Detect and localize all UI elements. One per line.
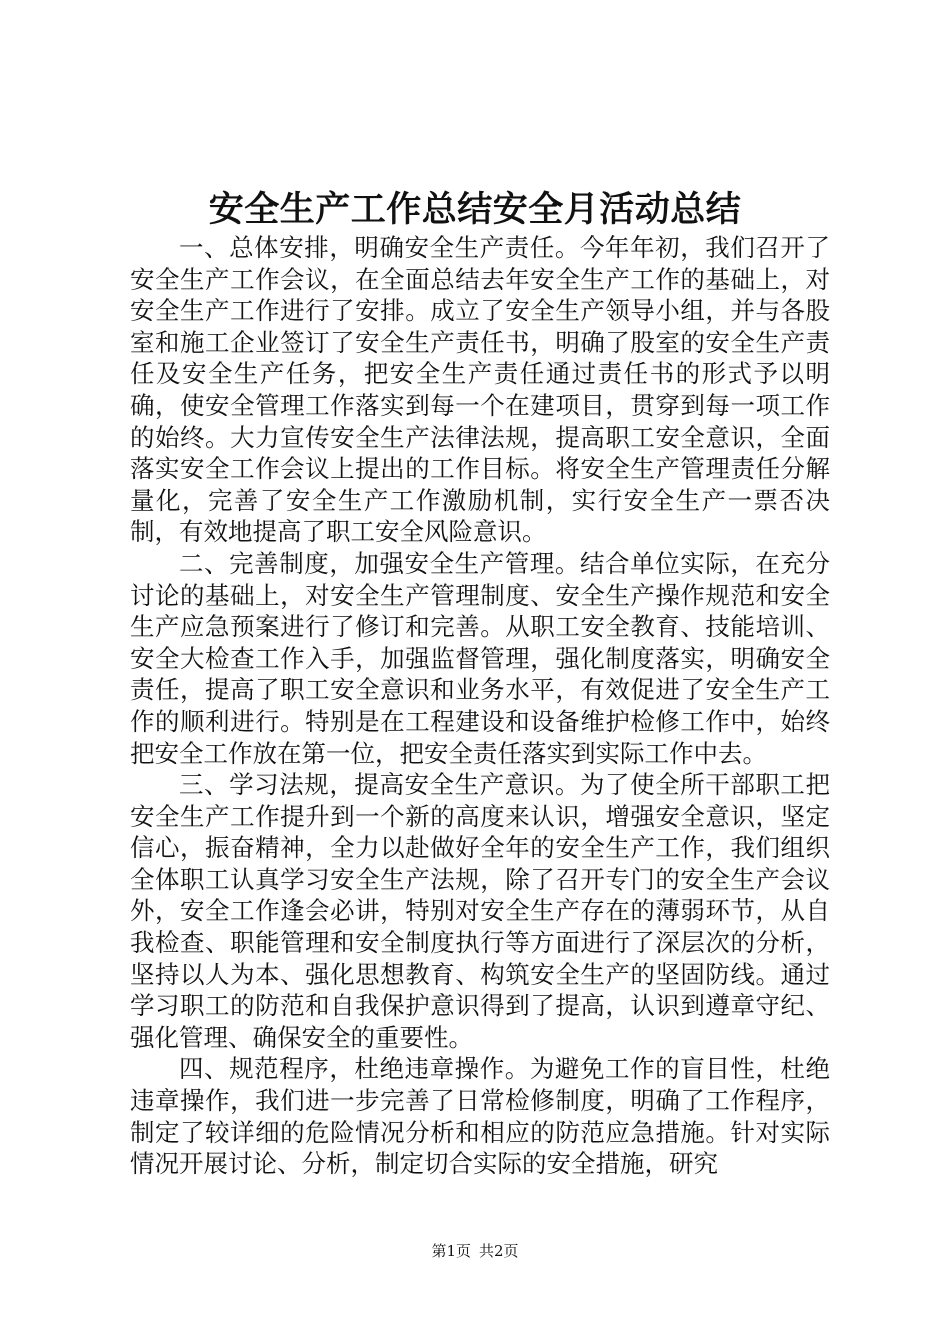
paragraph-4: 四、规范程序，杜绝违章操作。为避免工作的盲目性，杜绝违章操作，我们进一步完善了日常检修制度，明确了工作程序，制定了较详细的危险情况分析和相应的防范应急措施。针对实际情况开展讨论、分析，制定切合实际的安全措施，研究	[130, 1054, 830, 1179]
paragraph-3: 三、学习法规，提高安全生产意识。为了使全所干部职工把安全生产工作提升到一个新的高度来认识，增强安全意识，坚定信心，振奋精神，全力以赴做好全年的安全生产工作，我们组织全体职工认真学习安全生产法规，除了召开专门的安全生产会议外，安全工作逢会必讲，特别对安全生产存在的薄弱环节，从自我检查、职能管理和安全制度执行等方面进行了深层次的分析，坚持以人为本、强化思想教育、构筑安全生产的坚固防线。通过学习职工的防范和自我保护意识得到了提高，认识到遵章守纪、强化管理、确保安全的重要性。	[130, 770, 830, 1052]
paragraph-2: 二、完善制度，加强安全生产管理。结合单位实际，在充分讨论的基础上，对安全生产管理制度、安全生产操作规范和安全生产应急预案进行了修订和完善。从职工安全教育、技能培训、安全大检查工作入手，加强监督管理，强化制度落实，明确安全责任，提高了职工安全意识和业务水平，有效促进了安全生产工作的顺利进行。特别是在工程建设和设备维护检修工作中，始终把安全工作放在第一位，把安全责任落实到实际工作中去。	[130, 548, 830, 768]
paragraph-1: 一、总体安排，明确安全生产责任。今年年初，我们召开了安全生产工作会议，在全面总结去年安全生产工作的基础上，对安全生产工作进行了安排。成立了安全生产领导小组，并与各股室和施工企业签订了安全生产责任书，明确了股室的安全生产责任及安全生产任务，把安全生产责任通过责任书的形式予以明确，使安全管理工作落实到每一个在建项目，贯穿到每一项工作的始终。大力宣传安全生产法律法规，提高职工安全意识，全面落实安全工作会议上提出的工作目标。将安全生产管理责任分解量化，完善了安全生产工作激励机制，实行安全生产一票否决制，有效地提高了职工安全风险意识。	[130, 233, 830, 547]
page-number-current: 第1页	[431, 1242, 471, 1260]
document-body	[130, 232, 830, 1180]
page-number-total: 共2页	[479, 1242, 519, 1260]
document-title: 安全生产工作总结安全月活动总结	[208, 189, 742, 230]
page-footer	[0, 1241, 950, 1261]
